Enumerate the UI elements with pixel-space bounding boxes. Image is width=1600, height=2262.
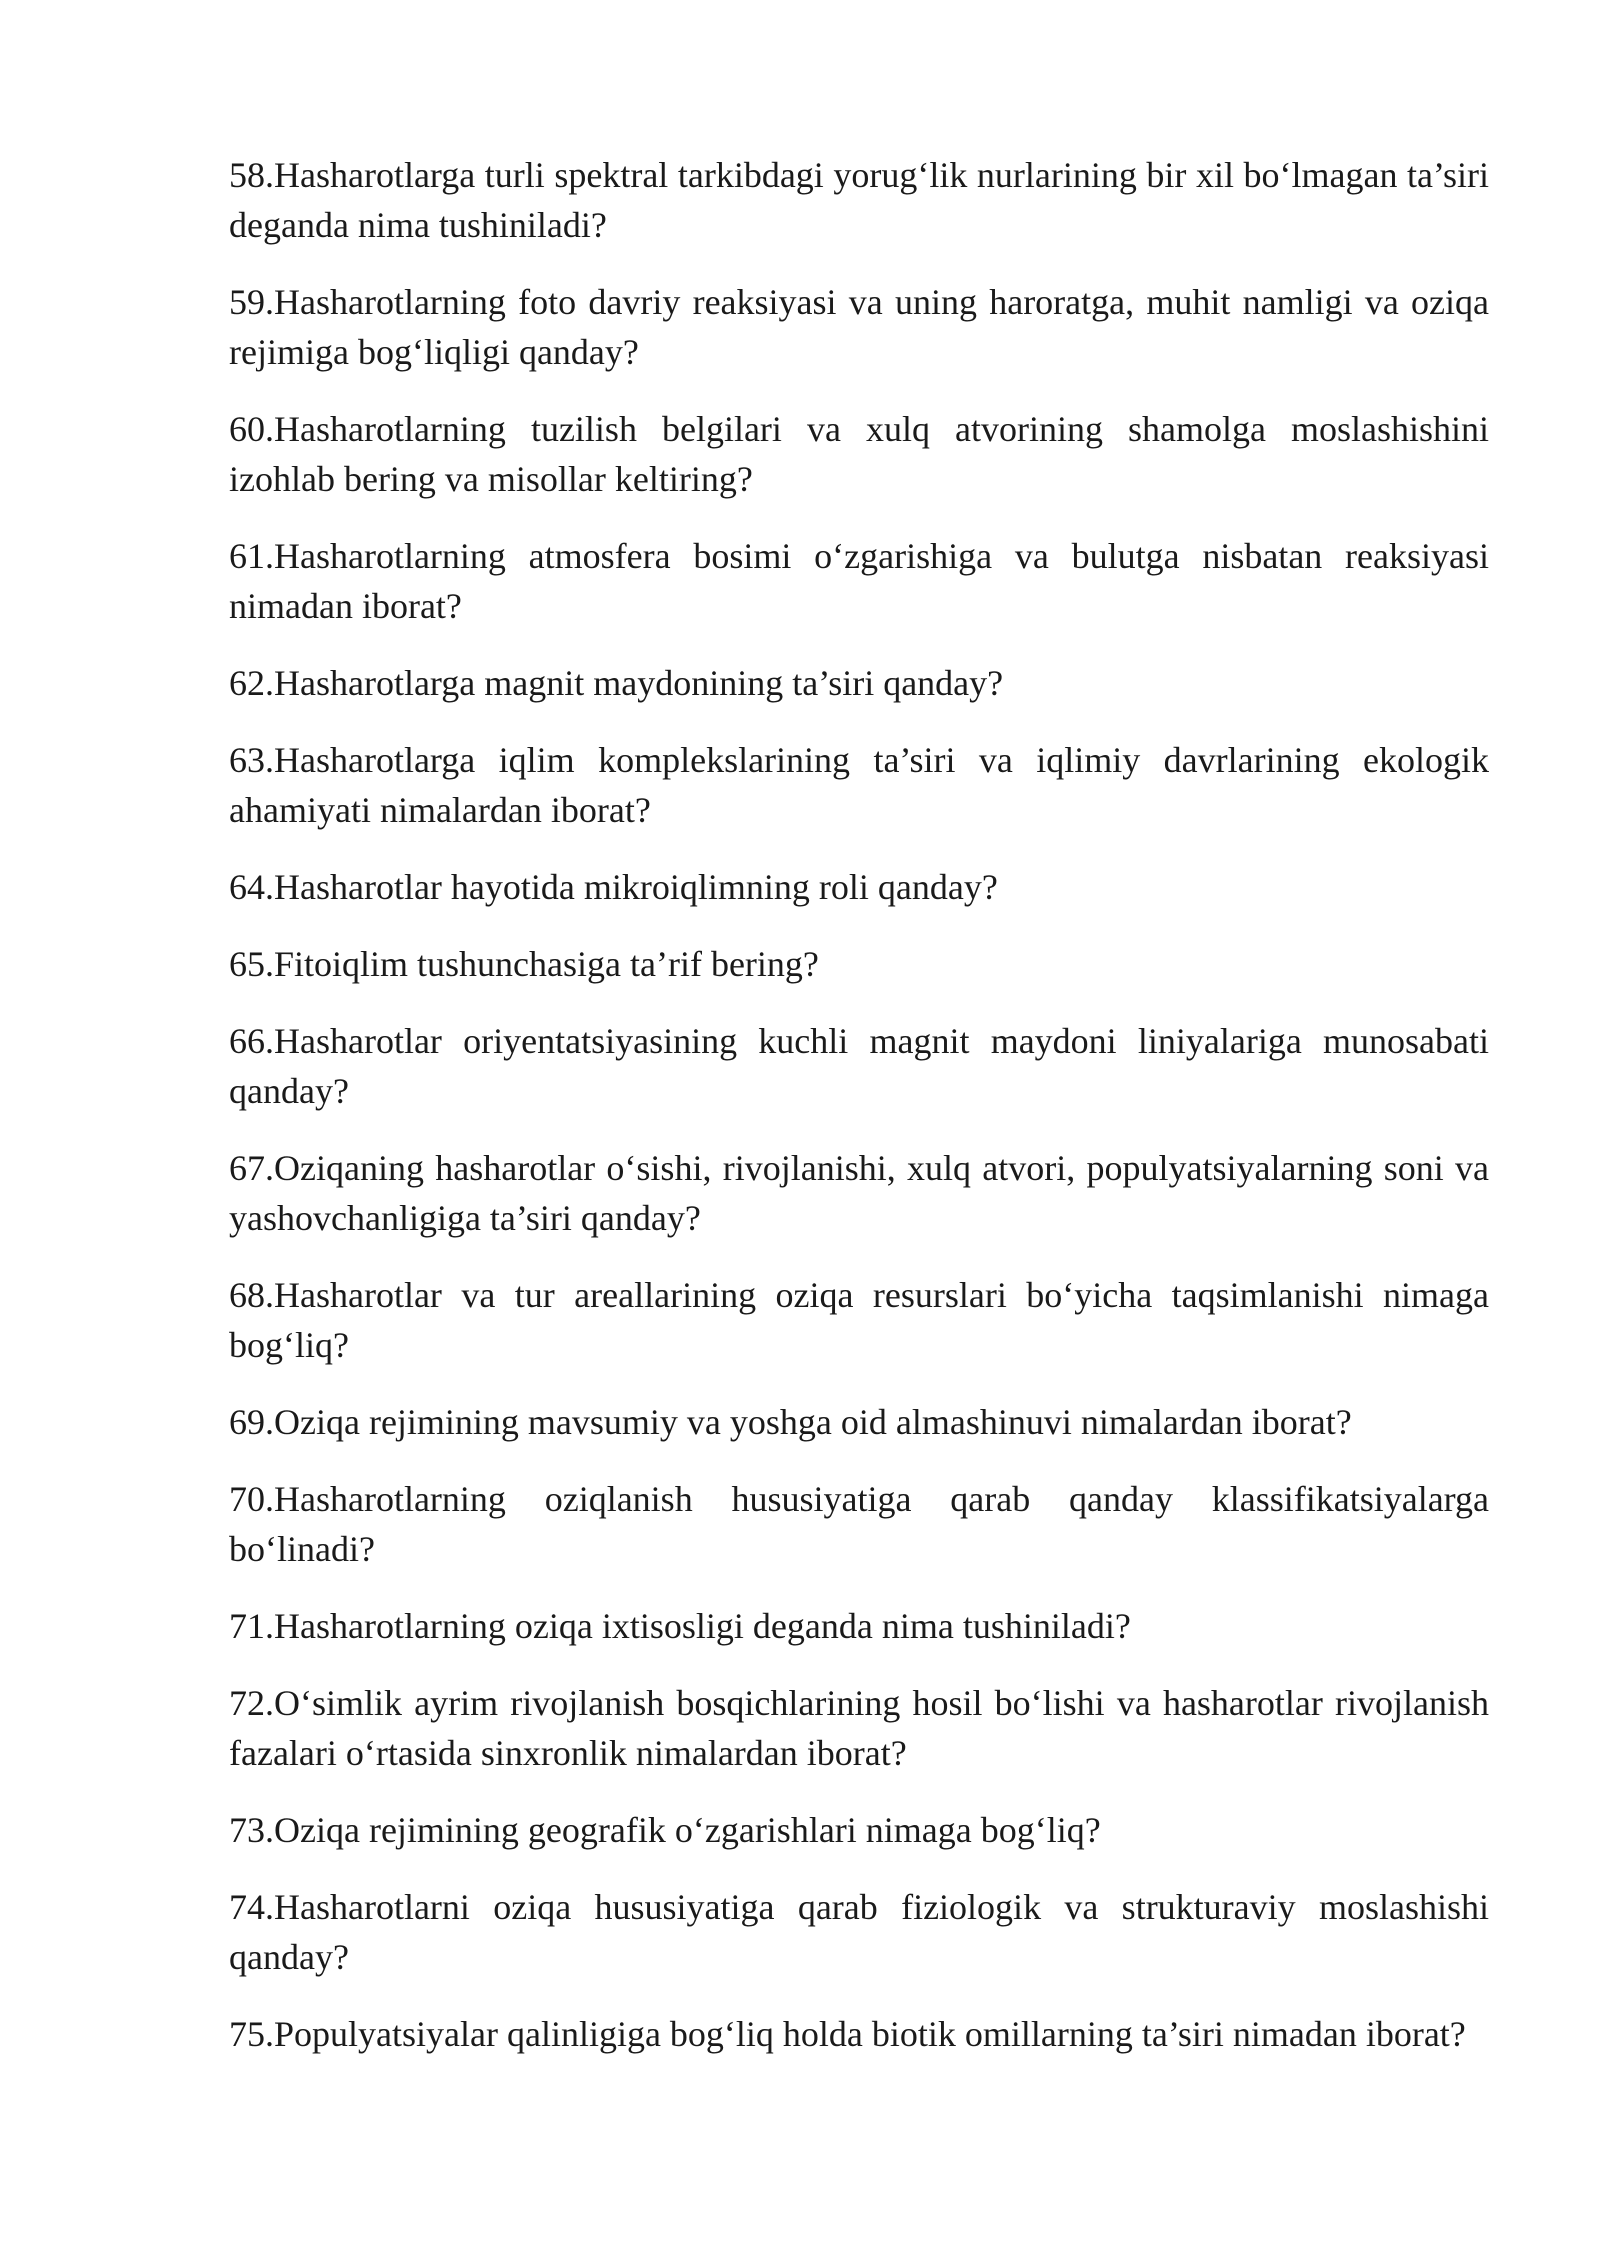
- question-59: 59.Hasharotlarning foto davriy reaksiyasi va uning haroratga, muhit namligi va oziqa rejimiga bog‘liqligi qanday?: [229, 282, 1489, 372]
- question-69: 69.Oziqa rejimining mavsumiy va yoshga oid almashinuvi nimalardan iborat?: [229, 1402, 1352, 1442]
- question-61: 61.Hasharotlarning atmosfera bosimi o‘zgarishiga va bulutga nisbatan reaksiyasi nimadan iborat?: [229, 536, 1489, 626]
- question-64: 64.Hasharotlar hayotida mikroiqlimning roli qanday?: [229, 867, 998, 907]
- question-63: 63.Hasharotlarga iqlim komplekslarining ta’siri va iqlimiy davrlarining ekologik ahamiyati nimalardan iborat?: [229, 740, 1489, 830]
- question-60: 60.Hasharotlarning tuzilish belgilari va xulq atvorining shamolga moslashishini izohlab bering va misollar keltiring?: [229, 409, 1489, 499]
- question-68: 68.Hasharotlar va tur areallarining oziqa resurslari bo‘yicha taqsimlanishi nimaga bog‘liq?: [229, 1275, 1489, 1365]
- question-62: 62.Hasharotlarga magnit maydonining ta’siri qanday?: [229, 663, 1004, 703]
- question-67: 67.Oziqaning hasharotlar o‘sishi, rivojlanishi, xulq atvori, populyatsiyalarning soni va yashovchanligiga ta’siri qanday?: [229, 1148, 1489, 1238]
- question-66: 66.Hasharotlar oriyentatsiyasining kuchli magnit maydoni liniyalariga munosabati qanday?: [229, 1021, 1489, 1111]
- question-58: 58.Hasharotlarga turli spektral tarkibdagi yorug‘lik nurlarining bir xil bo‘lmagan ta’siri deganda nima tushiniladi?: [229, 155, 1489, 245]
- question-73: 73.Oziqa rejimining geografik o‘zgarishlari nimaga bog‘liq?: [229, 1810, 1101, 1850]
- question-71: 71.Hasharotlarning oziqa ixtisosligi deganda nima tushiniladi?: [229, 1606, 1131, 1646]
- document-page: [229, 150, 1489, 2086]
- question-72: 72.O‘simlik ayrim rivojlanish bosqichlarining hosil bo‘lishi va hasharotlar rivojlanish fazalari o‘rtasida sinxronlik nimalardan iborat?: [229, 1683, 1489, 1773]
- question-70: 70.Hasharotlarning oziqlanish hususiyatiga qarab qanday klassifikatsiyalarga bo‘linadi?: [229, 1479, 1489, 1569]
- question-75: 75.Populyatsiyalar qalinligiga bog‘liq holda biotik omillarning ta’siri nimadan iborat?: [229, 2014, 1466, 2054]
- question-74: 74.Hasharotlarni oziqa hususiyatiga qarab fiziologik va strukturaviy moslashishi qanday?: [229, 1887, 1489, 1977]
- question-65: 65.Fitoiqlim tushunchasiga ta’rif bering?: [229, 944, 819, 984]
